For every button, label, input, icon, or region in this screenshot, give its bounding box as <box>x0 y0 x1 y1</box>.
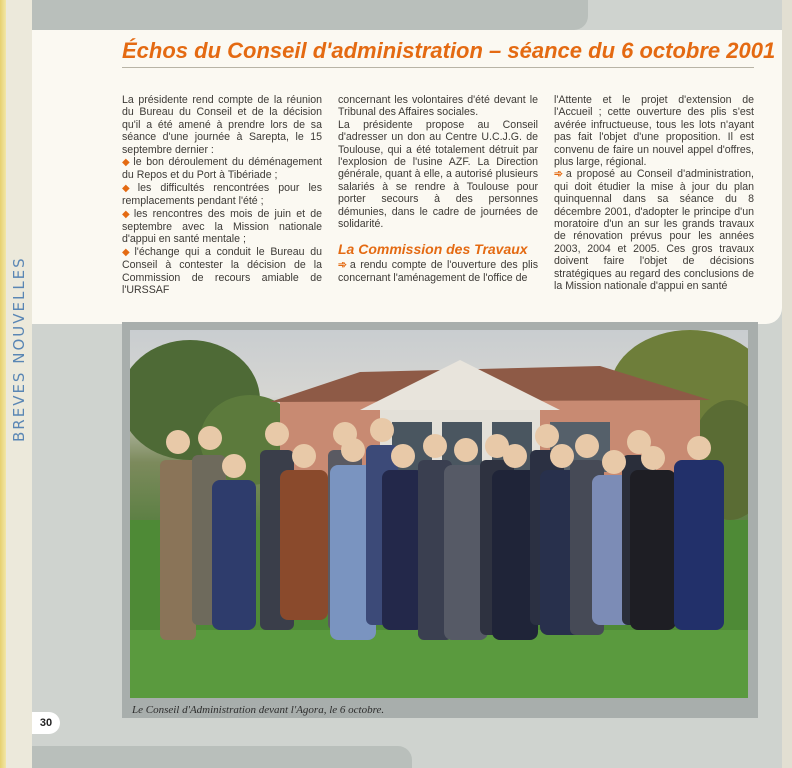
diamond-bullet-icon: ◆ <box>122 246 133 258</box>
headline-divider <box>122 67 754 68</box>
article-headline: Échos du Conseil d'administration – séance du 6 octobre 2001 <box>122 38 776 63</box>
section-label: BREVES NOUVELLES <box>10 256 28 442</box>
bullet-item: ◆ les rencontres des mois de juin et de septembre avec la Mission nationale d'appui en santé mentale ; <box>122 207 322 246</box>
article-column-1 <box>122 94 322 297</box>
diamond-bullet-icon: ◆ <box>122 208 132 220</box>
top-tab <box>32 0 588 30</box>
column-3-para-2: ➾ a proposé au Conseil d'administration, qui doit étudier la mise à jour du plan quinquennal dans sa séance du 8 décembre 2001, d'adopter le principe d'un moratoire d'un an sur les grands travaux de rénovation prévus pour les années 2003, 2004 et 2005. Ces gros travaux doivent faire l'objet de décisions stratégiques au regard des conclusions de la Mission nationale d'appui en santé <box>554 168 754 293</box>
photo-caption: Le Conseil d'Administration devant l'Agora, le 6 octobre. <box>132 704 385 716</box>
bullet-item: ◆ les difficultés rencontrées pour les remplacements pendant l'été ; <box>122 181 322 208</box>
bottom-tab <box>32 746 412 768</box>
bullet-item: ◆ l'échange qui a conduit le Bureau du Conseil à contester la décision de la Commission de recours amiable de l'URSSAF <box>122 245 323 297</box>
group-photo <box>130 330 748 698</box>
bullet-item: ◆ le bon déroulement du déménagement du Repos et du Port à Tibériade ; <box>122 156 322 182</box>
article-column-2 <box>338 94 538 284</box>
arrow-icon: ➾ <box>338 259 347 272</box>
column-1-intro: La présidente rend compte de la réunion du Bureau du Conseil et de la décision qu'il a été amené à prendre lors de sa séance d'une journée à Sarepta, le 15 septembre dernier : <box>122 94 322 156</box>
page-number: 30 <box>32 712 60 734</box>
article-column-3 <box>554 94 754 293</box>
right-page-strip <box>782 0 792 768</box>
section-title: La Commission des Travaux <box>338 241 528 258</box>
diamond-bullet-icon: ◆ <box>122 157 132 169</box>
arrow-icon: ➾ <box>554 168 563 181</box>
diamond-bullet-icon: ◆ <box>122 182 136 194</box>
column-2-para-3: ➾ a rendu compte de l'ouverture des plis concernant l'aménagement de l'office de <box>338 259 538 284</box>
column-2-para-2: La présidente propose au Conseil d'adresser un don au Centre U.C.J.G. de Toulouse, qui a été totalement détruit par l'explosion de l'usine AZF. La Direction générale, quant à elle, a autorisé plusieurs salariés à se rendre à Toulouse pour porter secours à des personnes démunies, dans le cadre de journées de solidarité. <box>338 118 538 231</box>
column-3-para-1: l'Attente et le projet d'extension de l'Accueil ; cette ouverture des plis s'est avérée infructueuse, tous les lots n'ayant pas fait l'objet d'une proposition. Il est convenu de faire un nouvel appel d'offres, plus large, régional. <box>554 94 754 169</box>
column-2-para-1: concernant les volontaires d'été devant le Tribunal des Affaires sociales. <box>338 94 538 119</box>
group-photo-illustration <box>130 330 748 698</box>
